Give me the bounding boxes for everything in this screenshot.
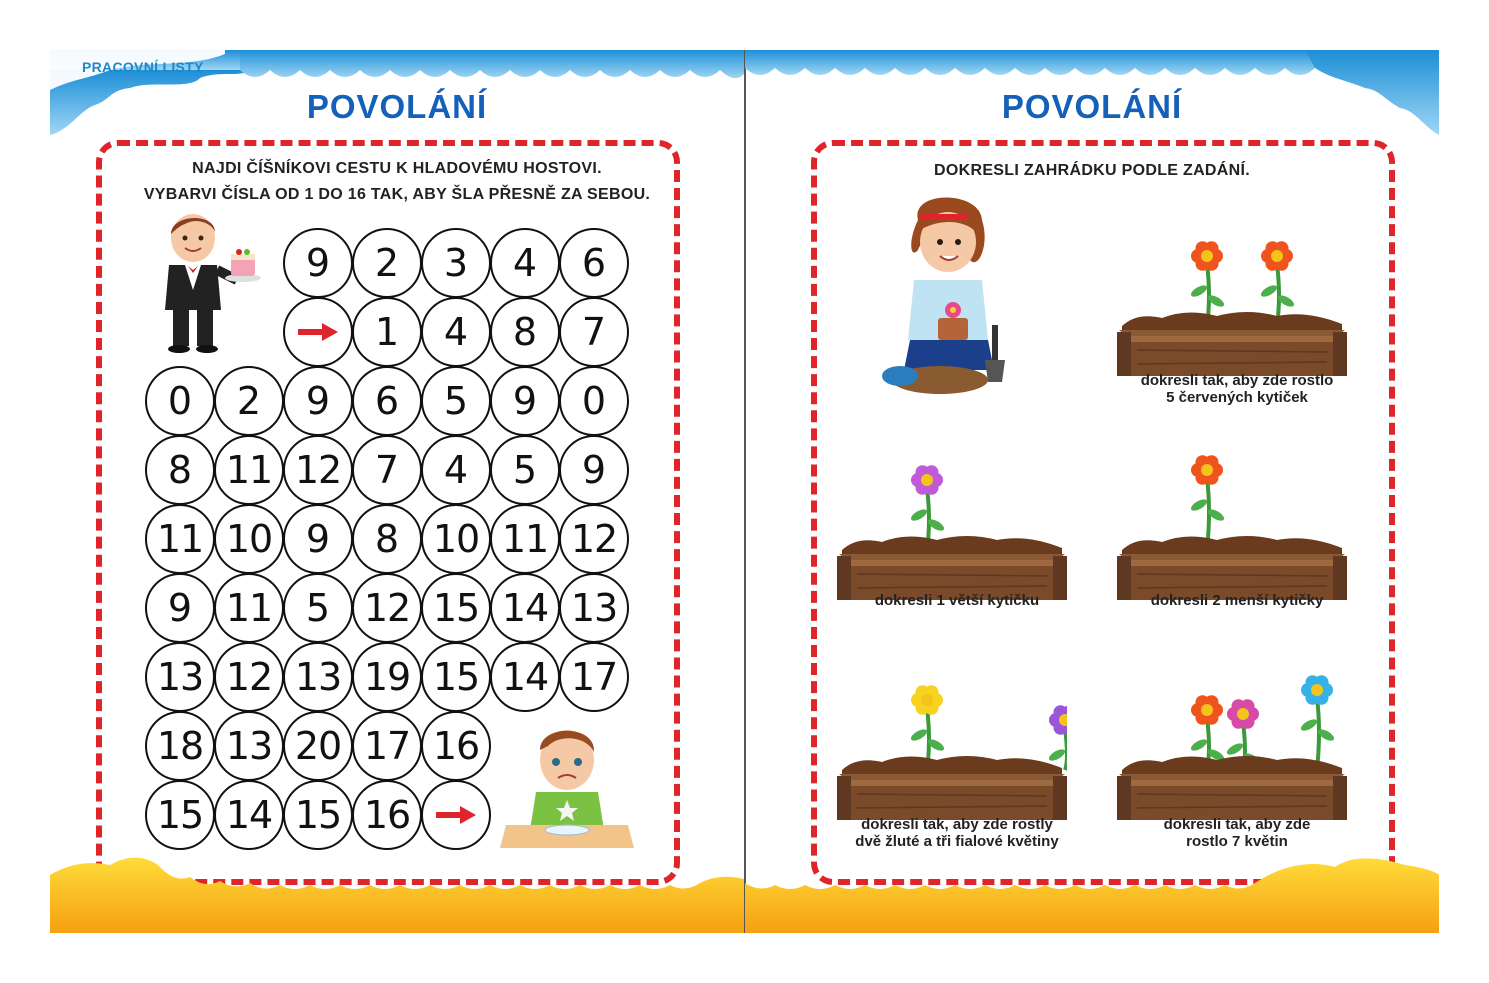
maze-number-cell[interactable]: 9	[283, 504, 353, 574]
maze-number-cell[interactable]: 8	[490, 297, 560, 367]
maze-number-cell[interactable]: 11	[145, 504, 215, 574]
maze-number-cell[interactable]: 13	[559, 573, 629, 643]
maze-number-cell[interactable]: 18	[145, 711, 215, 781]
maze-number-cell[interactable]: 20	[283, 711, 353, 781]
maze-number-cell[interactable]: 15	[283, 780, 353, 850]
maze-number-cell[interactable]: 11	[214, 573, 284, 643]
page-title: POVOLÁNÍ	[1001, 88, 1183, 125]
caption-4: dokresli tak, aby zde rostly dvě žluté a tři fialové květiny	[855, 816, 1059, 850]
instruction: DOKRESLI ZAHRÁDKU PODLE ZADÁNÍ.	[934, 162, 1250, 179]
left-page	[50, 50, 744, 933]
hungry-boy-illustration	[500, 720, 635, 850]
maze-number-cell[interactable]: 0	[559, 366, 629, 436]
bottom-clouds	[745, 853, 1439, 933]
maze-number-cell[interactable]: 6	[559, 228, 629, 298]
maze-number-cell[interactable]: 15	[145, 780, 215, 850]
maze-number-cell[interactable]: 4	[421, 297, 491, 367]
maze-number-cell[interactable]: 16	[352, 780, 422, 850]
caption-5: dokresli tak, aby zde rostlo 7 květin	[1163, 816, 1311, 850]
gardener-girl-illustration	[870, 190, 1020, 405]
maze-number-cell[interactable]: 13	[145, 642, 215, 712]
maze-number-cell[interactable]: 5	[421, 366, 491, 436]
maze-number-cell[interactable]: 17	[352, 711, 422, 781]
maze-number-cell[interactable]: 1	[352, 297, 422, 367]
waiter-illustration	[155, 210, 265, 355]
maze-number-cell[interactable]: 14	[490, 642, 560, 712]
maze-number-cell[interactable]: 16	[421, 711, 491, 781]
maze-number-cell[interactable]: 19	[352, 642, 422, 712]
maze-number-cell[interactable]: 2	[352, 228, 422, 298]
maze-number-cell[interactable]: 11	[214, 435, 284, 505]
maze-number-cell[interactable]: 7	[352, 435, 422, 505]
maze-number-cell[interactable]: 9	[145, 573, 215, 643]
maze-number-cell[interactable]: 0	[145, 366, 215, 436]
maze-number-cell[interactable]: 17	[559, 642, 629, 712]
maze-number-cell[interactable]: 4	[490, 228, 560, 298]
maze-number-cell[interactable]: 8	[352, 504, 422, 574]
planter-box	[1117, 450, 1347, 600]
header-label: PRACOVNÍ LISTY	[82, 59, 204, 75]
right-arrow-icon	[298, 322, 338, 342]
maze-number-cell[interactable]: 13	[214, 711, 284, 781]
maze-number-cell[interactable]: 10	[421, 504, 491, 574]
planter-box	[1117, 226, 1347, 376]
maze-number-cell[interactable]: 11	[490, 504, 560, 574]
caption-3: dokresli 2 menší kytičky	[1150, 592, 1324, 609]
maze-number-cell[interactable]: 5	[283, 573, 353, 643]
page-title: POVOLÁNÍ	[306, 88, 488, 125]
right-page	[745, 50, 1439, 933]
caption-2: dokresli 1 větší kytičku	[874, 592, 1040, 609]
maze-number-cell[interactable]: 9	[559, 435, 629, 505]
maze-number-cell[interactable]: 14	[490, 573, 560, 643]
maze-number-cell[interactable]: 9	[283, 228, 353, 298]
maze-number-cell[interactable]: 10	[214, 504, 284, 574]
planter-box	[1117, 670, 1347, 820]
maze-number-cell[interactable]: 3	[421, 228, 491, 298]
maze-number-cell[interactable]: 12	[352, 573, 422, 643]
arrow-cell[interactable]	[421, 780, 491, 850]
bottom-clouds	[50, 853, 744, 933]
planter-box	[837, 670, 1067, 820]
maze-number-cell[interactable]: 13	[283, 642, 353, 712]
maze-number-cell[interactable]: 2	[214, 366, 284, 436]
maze-number-cell[interactable]: 12	[559, 504, 629, 574]
worksheet-spread	[50, 50, 1439, 933]
instruction-line-2: VYBARVI ČÍSLA OD 1 DO 16 TAK, ABY ŠLA PŘESNĚ ZA SEBOU.	[143, 186, 651, 203]
maze-number-cell[interactable]: 6	[352, 366, 422, 436]
arrow-cell[interactable]	[283, 297, 353, 367]
maze-number-cell[interactable]: 14	[214, 780, 284, 850]
right-arrow-icon	[436, 805, 476, 825]
instruction-line-1: NAJDI ČÍŠNÍKOVI CESTU K HLADOVÉMU HOSTOVI.	[192, 160, 602, 177]
maze-number-cell[interactable]: 15	[421, 573, 491, 643]
maze-number-cell[interactable]: 5	[490, 435, 560, 505]
maze-number-cell[interactable]: 15	[421, 642, 491, 712]
maze-number-cell[interactable]: 4	[421, 435, 491, 505]
maze-number-cell[interactable]: 9	[283, 366, 353, 436]
maze-number-cell[interactable]: 12	[214, 642, 284, 712]
maze-number-cell[interactable]: 9	[490, 366, 560, 436]
planter-box	[837, 450, 1067, 600]
maze-number-cell[interactable]: 7	[559, 297, 629, 367]
maze-number-cell[interactable]: 12	[283, 435, 353, 505]
caption-1: dokresli tak, aby zde rostlo 5 červených kytiček	[1140, 372, 1334, 406]
maze-number-cell[interactable]: 8	[145, 435, 215, 505]
